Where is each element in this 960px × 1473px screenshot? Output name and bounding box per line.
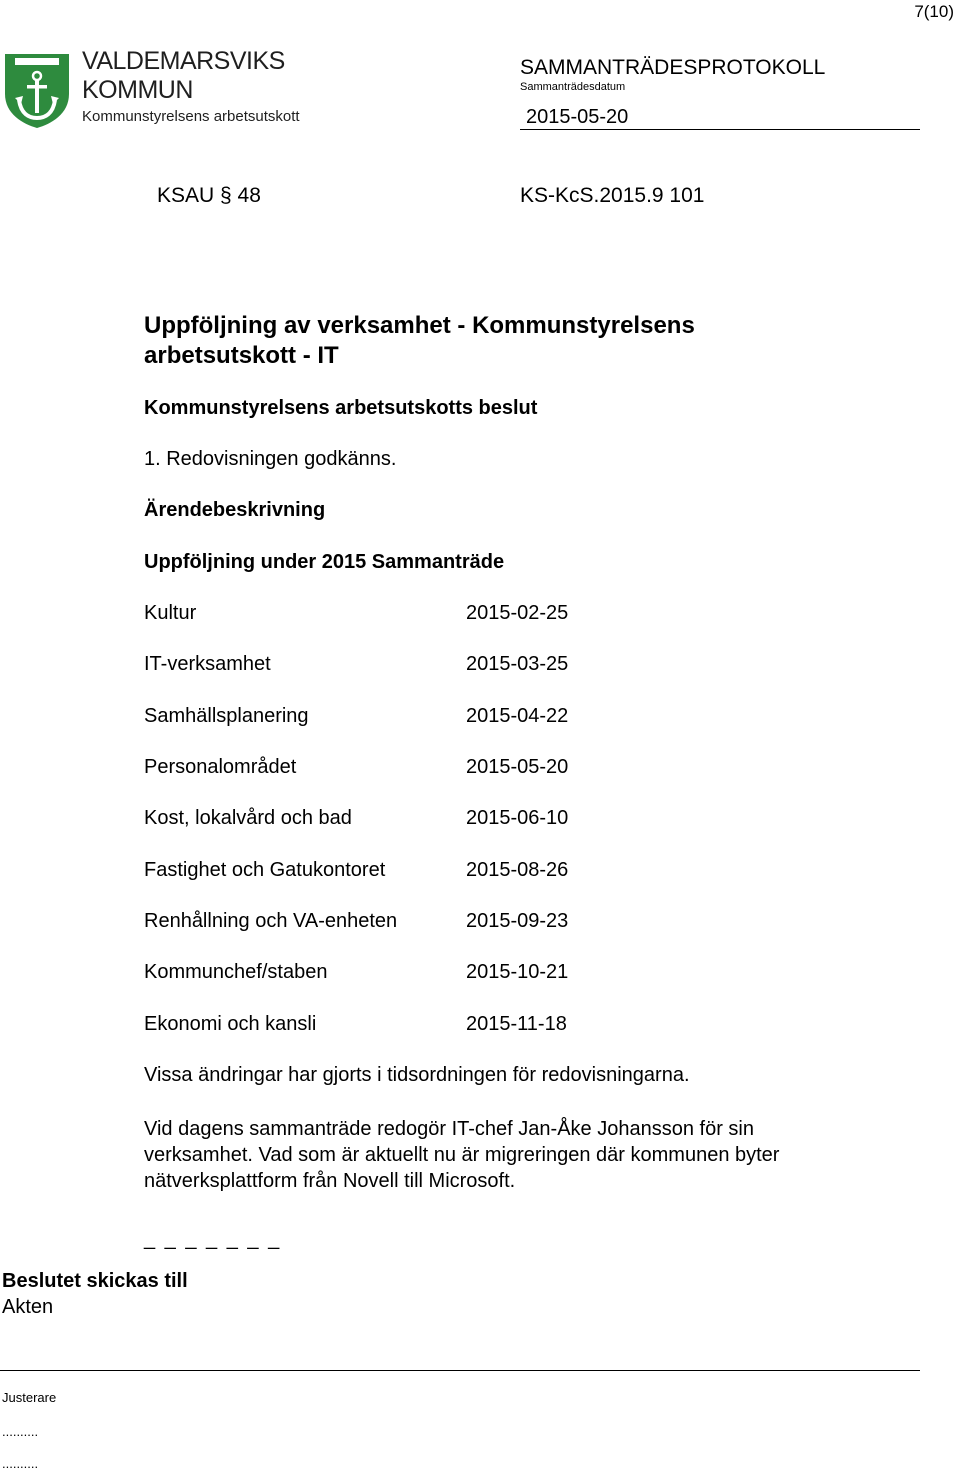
signature-line: .......... <box>2 1456 39 1471</box>
schedule-heading: Uppföljning under 2015 Sammanträde <box>144 551 505 573</box>
schedule-item-date: 2015-06-10 <box>466 807 569 829</box>
schedule-item-date: 2015-02-25 <box>466 602 569 624</box>
org-subtitle: Kommunstyrelsens arbetsutskott <box>82 108 300 125</box>
description-heading: Ärendebeskrivning <box>144 499 326 521</box>
schedule-item-label: Kommunchef/staben <box>144 961 328 983</box>
send-to-heading: Beslutet skickas till <box>2 1270 188 1292</box>
schedule-item-label: Kultur <box>144 602 197 624</box>
schedule-item-date: 2015-05-20 <box>466 756 569 778</box>
schedule-item-date: 2015-11-18 <box>466 1013 567 1035</box>
schedule-note: Vissa ändringar har gjorts i tidsordningen för redovisningarna. <box>144 1064 690 1086</box>
signature-line: .......... <box>2 1424 39 1439</box>
schedule-item-label: Samhällsplanering <box>144 705 309 727</box>
schedule-item-date: 2015-08-26 <box>466 859 569 881</box>
schedule-item-label: Renhållning och VA-enheten <box>144 910 398 932</box>
section-separator: _ _ _ _ _ _ _ <box>144 1228 282 1250</box>
municipality-coat-of-arms-logo <box>3 50 71 130</box>
schedule-item-label: Personalområdet <box>144 756 297 778</box>
schedule-item-label: IT-verksamhet <box>144 653 271 675</box>
schedule-item-date: 2015-03-25 <box>466 653 569 675</box>
decision-text: 1. Redovisningen godkänns. <box>144 448 397 470</box>
page-title: Uppföljning av verksamhet - Kommunstyrelsens arbetsutskott - IT <box>144 312 695 369</box>
send-to-value: Akten <box>2 1296 54 1318</box>
schedule-item-label: Fastighet och Gatukontoret <box>144 859 386 881</box>
schedule-item-date: 2015-09-23 <box>466 910 569 932</box>
schedule-item-label: Kost, lokalvård och bad <box>144 807 352 829</box>
case-number: KS-KcS.2015.9 101 <box>520 184 705 207</box>
justerare-label: Justerare <box>2 1390 57 1405</box>
presentation-paragraph: Vid dagens sammanträde redogör IT-chef Jan-Åke Johansson för sin verksamhet. Vad som är aktuellt nu är migreringen där kommunen byter nätverksplattform från Novell till Microsoft. <box>144 1118 780 1192</box>
footer-divider <box>0 1370 920 1371</box>
org-name-line2: KOMMUN <box>82 76 193 104</box>
meeting-date-label: Sammanträdesdatum <box>520 81 626 93</box>
paragraph-reference: KSAU § 48 <box>157 184 261 207</box>
org-name-line1: VALDEMARSVIKS <box>82 47 285 75</box>
schedule-item-date: 2015-10-21 <box>466 961 569 983</box>
decision-heading: Kommunstyrelsens arbetsutskotts beslut <box>144 397 538 419</box>
document-type: SAMMANTRÄDESPROTOKOLL <box>520 56 826 79</box>
page-number: 7(10) <box>914 2 954 21</box>
schedule-item-label: Ekonomi och kansli <box>144 1013 317 1035</box>
schedule-item-date: 2015-04-22 <box>466 705 569 727</box>
header-divider <box>520 129 920 130</box>
meeting-date-value: 2015-05-20 <box>526 106 629 128</box>
